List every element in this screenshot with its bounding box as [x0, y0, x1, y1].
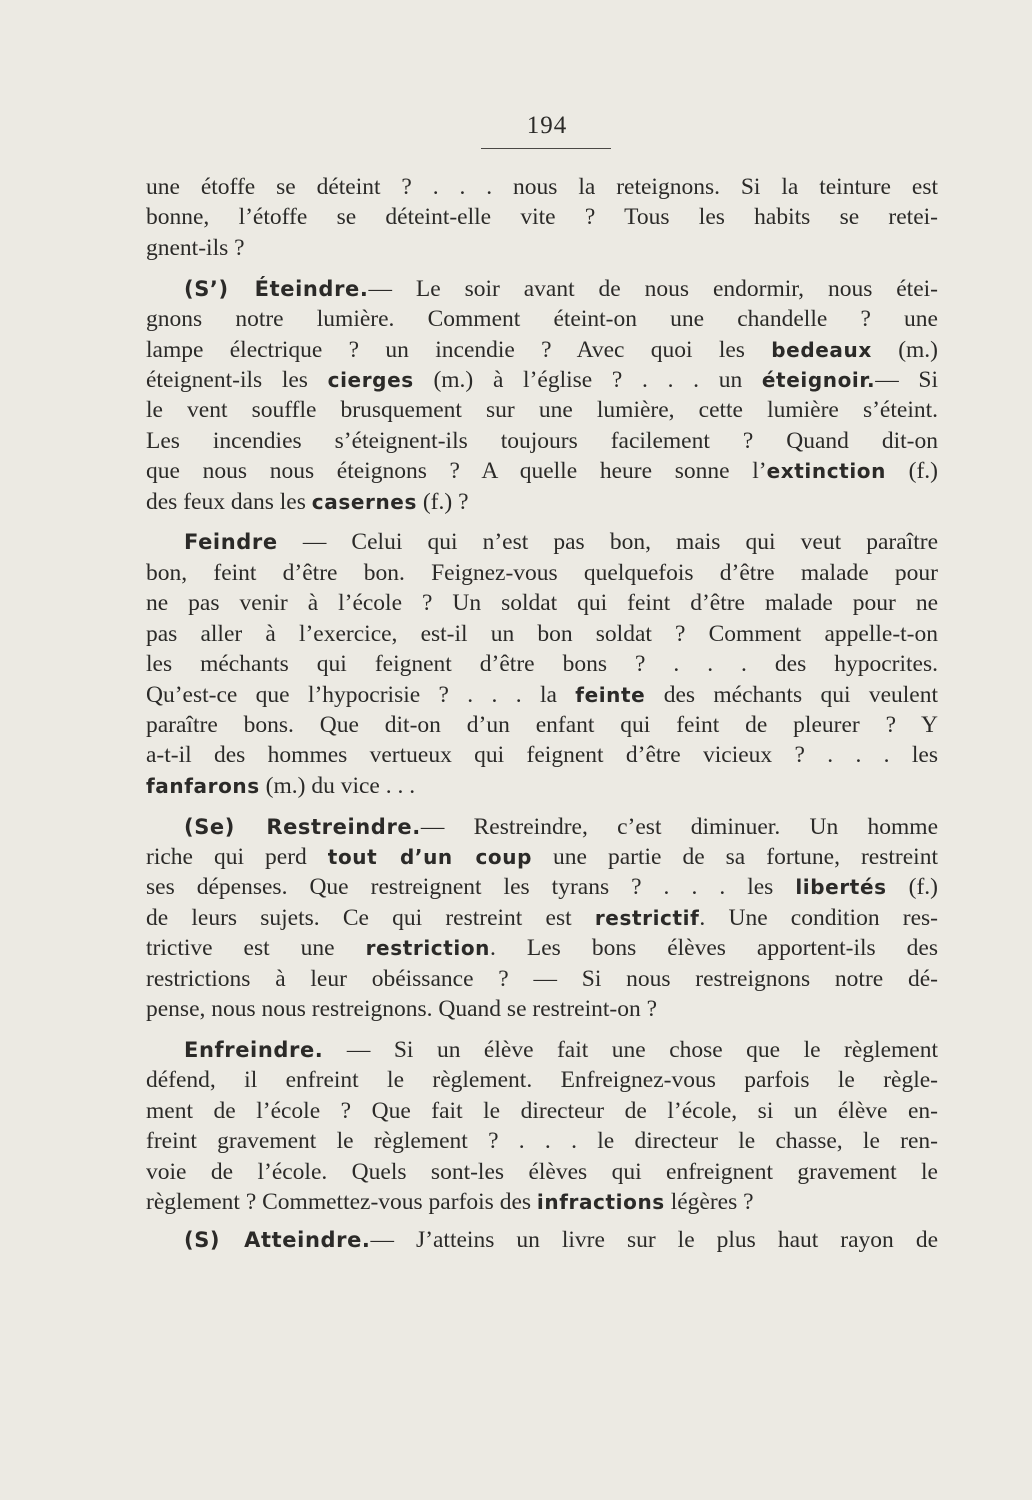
text-line: (Se) Restreindre.— Restreindre, c’est diminuer. Un homme: [184, 813, 939, 840]
text-line: des feux dans les casernes (f.) ?: [146, 488, 469, 515]
entry-heading-feindre: Feindre: [184, 530, 278, 555]
text-line: Les incendies s’éteignent-ils toujours facilement ? Quand dit-on: [146, 427, 938, 454]
text-line: ment de l’école ? Que fait le directeur de l’école, si un élève en-: [146, 1097, 938, 1124]
text-line: gnent-ils ?: [146, 234, 245, 261]
text-line: de leurs sujets. Ce qui restreint est restrictif. Une condition res-: [146, 904, 938, 931]
text-line: pense, nous nous restreignons. Quand se restreint-on ?: [146, 996, 658, 1023]
text-line: éteignent-ils les cierges (m.) à l’église ? . . . un éteignoir.— Si: [146, 366, 938, 393]
text-line: (S) Atteindre.— J’atteins un livre sur le plus haut rayon de: [184, 1227, 938, 1254]
header-rule: [481, 148, 611, 149]
text-line: bon, feint d’être bon. Feignez-vous quelquefois d’être malade pour: [146, 559, 938, 586]
text-line: une étoffe se déteint ? . . . nous la reteignons. Si la teinture est: [146, 174, 938, 200]
text-line: le vent souffle brusquement sur une lumière, cette lumière s’éteint.: [146, 397, 938, 424]
entry-heading-restreindre: Restreindre.: [266, 814, 421, 839]
text-line: les méchants qui feignent d’être bons ? . . . des hypocrites.: [146, 651, 938, 678]
text-line: règlement ? Commettez-vous parfois des infractions légères ?: [146, 1189, 754, 1215]
text-line: voie de l’école. Quels sont-les élèves qui enfreignent gravement le: [146, 1158, 938, 1185]
text-line: que nous nous éteignons ? A quelle heure sonne l’extinction (f.): [146, 458, 938, 485]
text-line: fanfarons (m.) du vice . . .: [146, 772, 416, 799]
text-line: gnons notre lumière. Comment éteint-on une chandelle ? une: [146, 306, 938, 333]
text-line: freint gravement le règlement ? . . . le directeur le chasse, le ren-: [146, 1128, 938, 1155]
text-line: Feindre — Celui qui n’est pas bon, mais qui veut paraître: [184, 529, 938, 556]
entry-heading-enfreindre: Enfreindre.: [184, 1037, 324, 1062]
text-line: (S’) Éteindre.— Le soir avant de nous endormir, nous étei-: [184, 275, 939, 302]
text-line: ne pas venir à l’école ? Un soldat qui feint d’être malade pour ne: [146, 590, 938, 617]
text-line: a-t-il des hommes vertueux qui feignent d’être vicieux ? . . . les: [146, 742, 938, 769]
body-text: [146, 172, 938, 1256]
text-line: riche qui perd tout d’un coup une partie de sa fortune, restreint: [146, 844, 938, 871]
text-line: trictive est une restriction. Les bons élèves apportent-ils des: [146, 935, 938, 962]
text-line: ses dépenses. Que restreignent les tyrans ? . . . les libertés (f.): [146, 874, 939, 901]
entry-heading-eteindre: Éteindre.: [254, 276, 369, 301]
text-line: Qu’est-ce que l’hypocrisie ? . . . la feinte des méchants qui veulent: [146, 681, 938, 708]
text-line: paraître bons. Que dit-on d’un enfant qui feint de pleurer ? Y: [146, 711, 938, 738]
text-line: lampe électrique ? un incendie ? Avec quoi les bedeaux (m.): [146, 336, 938, 363]
text-line: restrictions à leur obéissance ? — Si nous restreignons notre dé-: [146, 965, 938, 992]
text-line: pas aller à l’exercice, est-il un bon soldat ? Comment appelle-t-on: [146, 620, 938, 647]
text-line: Enfreindre. — Si un élève fait une chose que le règlement: [184, 1036, 938, 1063]
page-number: 194: [526, 112, 568, 139]
text-line: bonne, l’étoffe se déteint-elle vite ? Tous les habits se retei-: [146, 204, 938, 231]
entry-heading-atteindre: Atteindre.: [244, 1228, 371, 1253]
text-line: défend, il enfreint le règlement. Enfreignez-vous parfois le règle-: [146, 1067, 938, 1094]
